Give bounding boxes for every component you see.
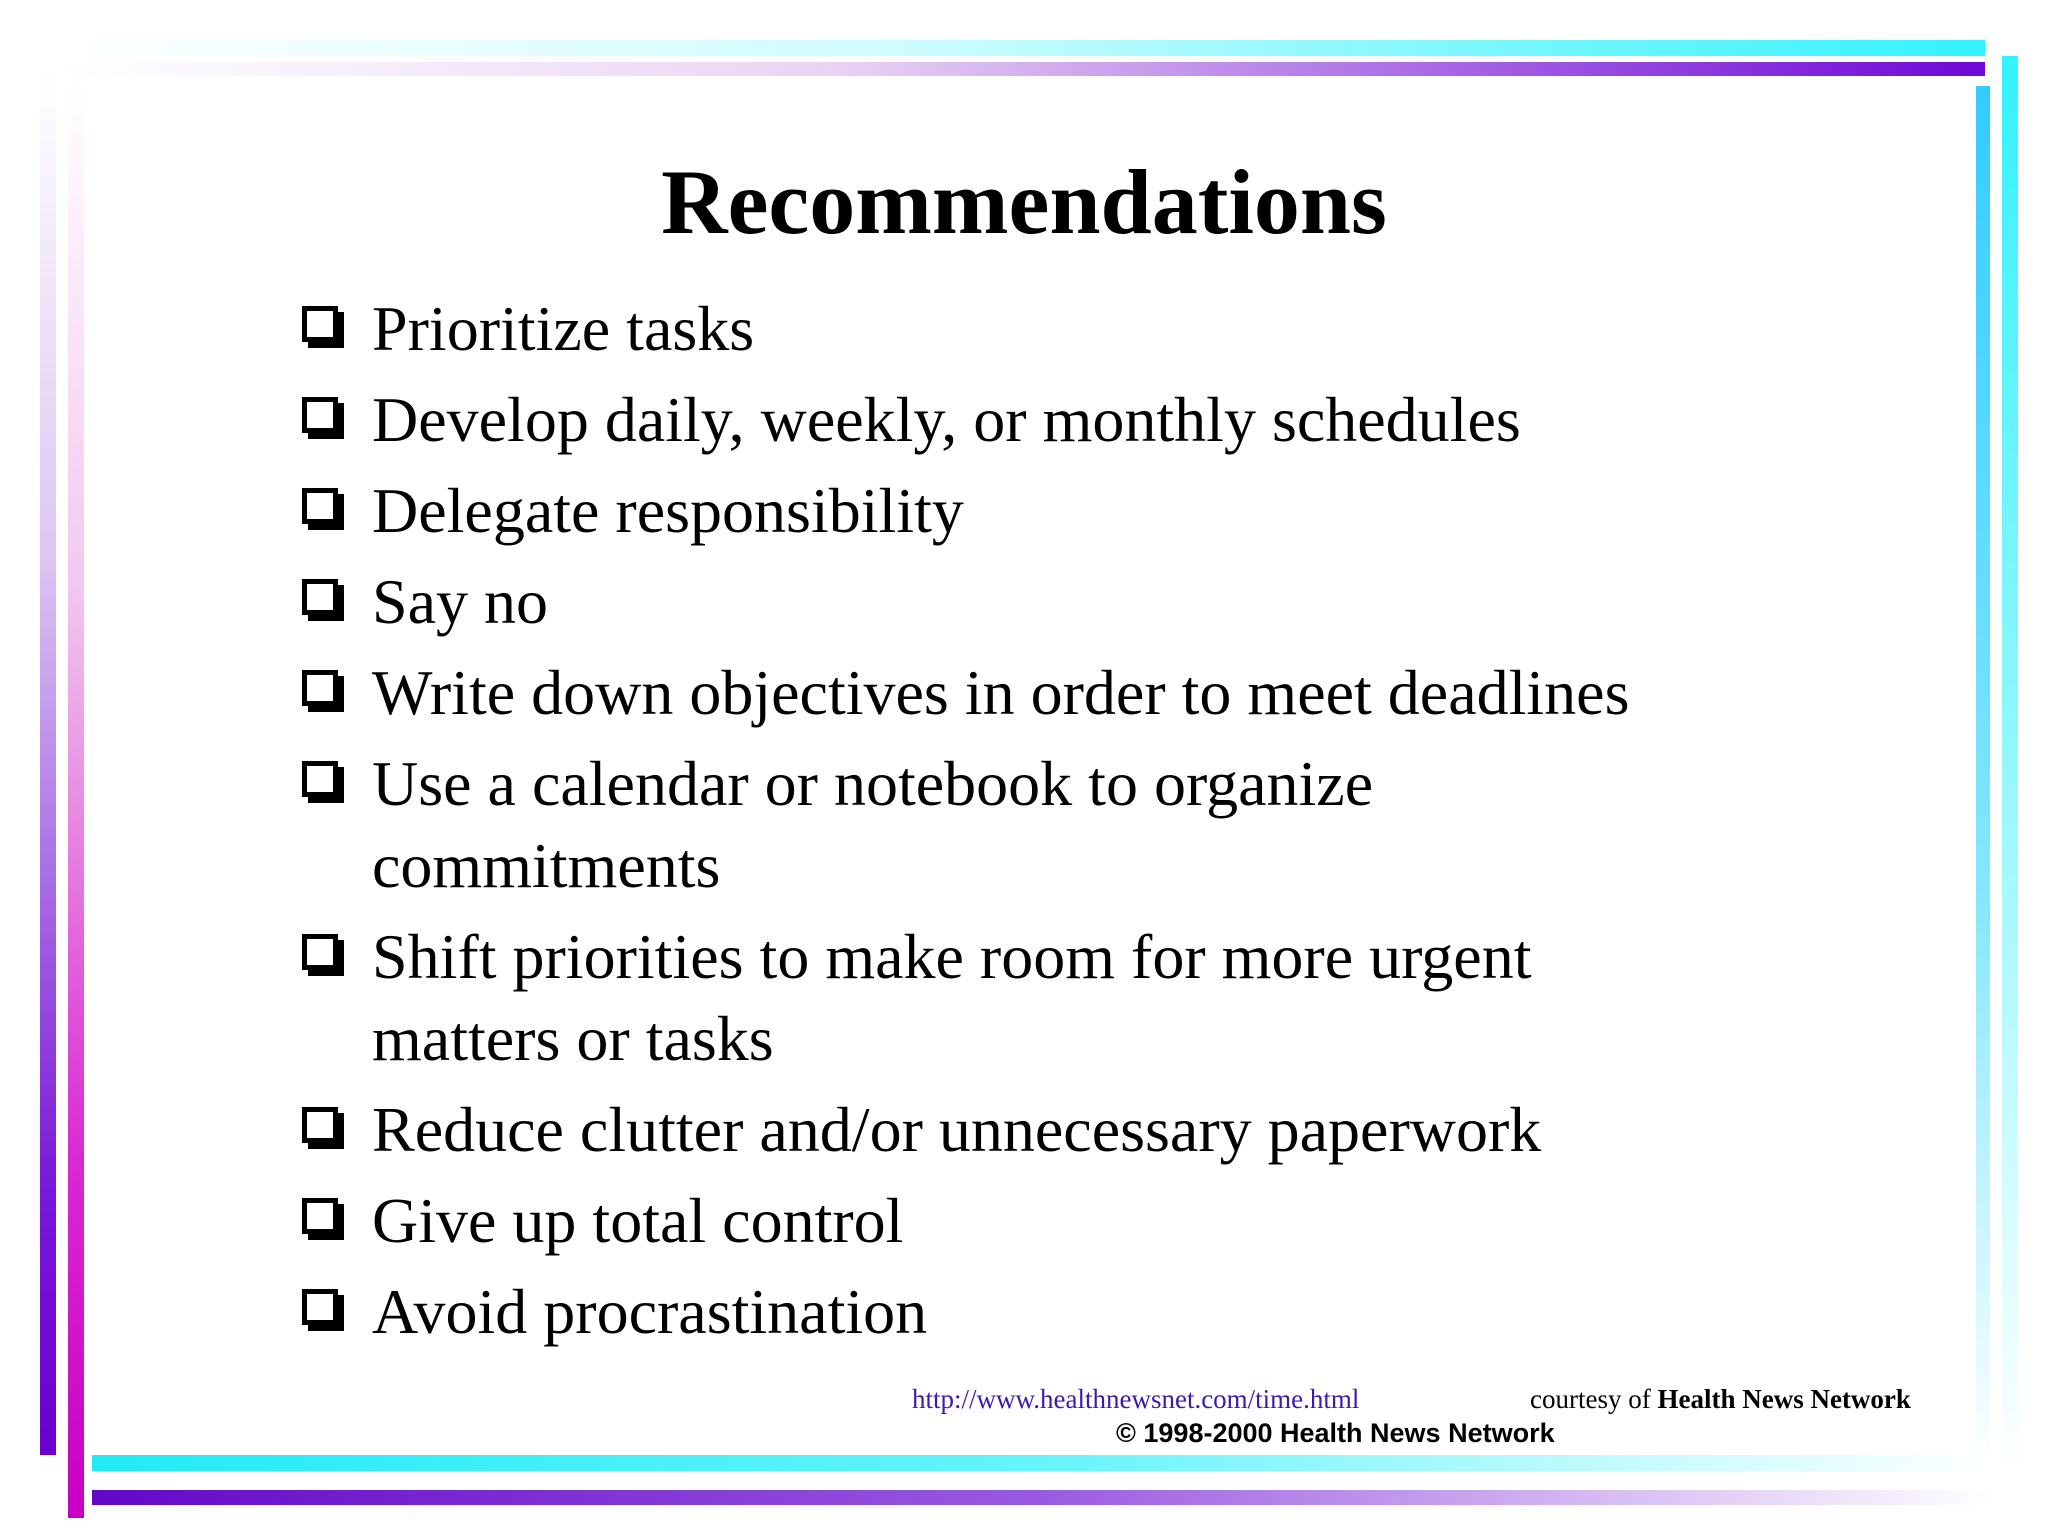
checkbox-square-icon bbox=[302, 1289, 338, 1325]
left-frame-bar-magenta bbox=[68, 82, 84, 1518]
list-item bbox=[300, 916, 1940, 1080]
list-item-text: Prioritize tasks bbox=[372, 293, 755, 364]
list-item-text: Avoid procrastination bbox=[372, 1276, 928, 1347]
courtesy-org: Health News Network bbox=[1657, 1384, 1911, 1414]
list-item-text-continued: matters or tasks bbox=[372, 1003, 774, 1074]
checkbox-square-icon bbox=[302, 579, 338, 615]
list-item-text: Reduce clutter and/or unnecessary paperwork bbox=[372, 1094, 1542, 1165]
list-item-text: Develop daily, weekly, or monthly schedules bbox=[372, 384, 1521, 455]
copyright-notice: © 1998-2000 Health News Network bbox=[1116, 1418, 1555, 1448]
slide-title: Recommendations bbox=[661, 151, 1387, 253]
list-item bbox=[300, 470, 1940, 552]
top-frame-bar-purple bbox=[60, 62, 1985, 76]
checkbox-square-icon bbox=[302, 934, 338, 970]
checkbox-square-icon bbox=[302, 488, 338, 524]
checkbox-square-icon bbox=[302, 306, 338, 342]
right-frame-bar-blue bbox=[1976, 86, 1990, 1471]
source-url-link[interactable]: http://www.healthnewsnet.com/time.html bbox=[912, 1384, 1360, 1414]
list-item bbox=[300, 652, 1940, 734]
list-item bbox=[300, 379, 1940, 461]
list-item bbox=[300, 1180, 1940, 1262]
list-item bbox=[300, 743, 1940, 907]
top-frame-bar-cyan bbox=[60, 40, 1985, 56]
list-item bbox=[300, 1089, 1940, 1171]
checkbox-square-icon bbox=[302, 761, 338, 797]
recommendation-list bbox=[300, 288, 1940, 1362]
checkbox-square-icon bbox=[302, 670, 338, 706]
courtesy-prefix: courtesy of bbox=[1530, 1384, 1658, 1414]
left-frame-bar-purple bbox=[40, 70, 56, 1455]
list-item bbox=[300, 288, 1940, 370]
right-frame-bar-cyan bbox=[2002, 56, 2018, 1476]
list-item-text: Say no bbox=[372, 566, 548, 637]
list-item-text-continued: commitments bbox=[372, 830, 721, 901]
list-item bbox=[300, 1271, 1940, 1353]
list-item bbox=[300, 561, 1940, 643]
bottom-frame-bar-purple bbox=[92, 1490, 1992, 1505]
list-item-text: Shift priorities to make room for more urgent bbox=[372, 921, 1532, 992]
courtesy-credit bbox=[1530, 1382, 1911, 1416]
checkbox-square-icon bbox=[302, 397, 338, 433]
checkbox-square-icon bbox=[302, 1107, 338, 1143]
list-item-text: Delegate responsibility bbox=[372, 475, 964, 546]
list-item-text: Write down objectives in order to meet deadlines bbox=[372, 657, 1630, 728]
list-item-text: Give up total control bbox=[372, 1185, 904, 1256]
list-item-text: Use a calendar or notebook to organize bbox=[372, 748, 1374, 819]
checkbox-square-icon bbox=[302, 1198, 338, 1234]
bottom-frame-bar-cyan bbox=[92, 1455, 1992, 1471]
